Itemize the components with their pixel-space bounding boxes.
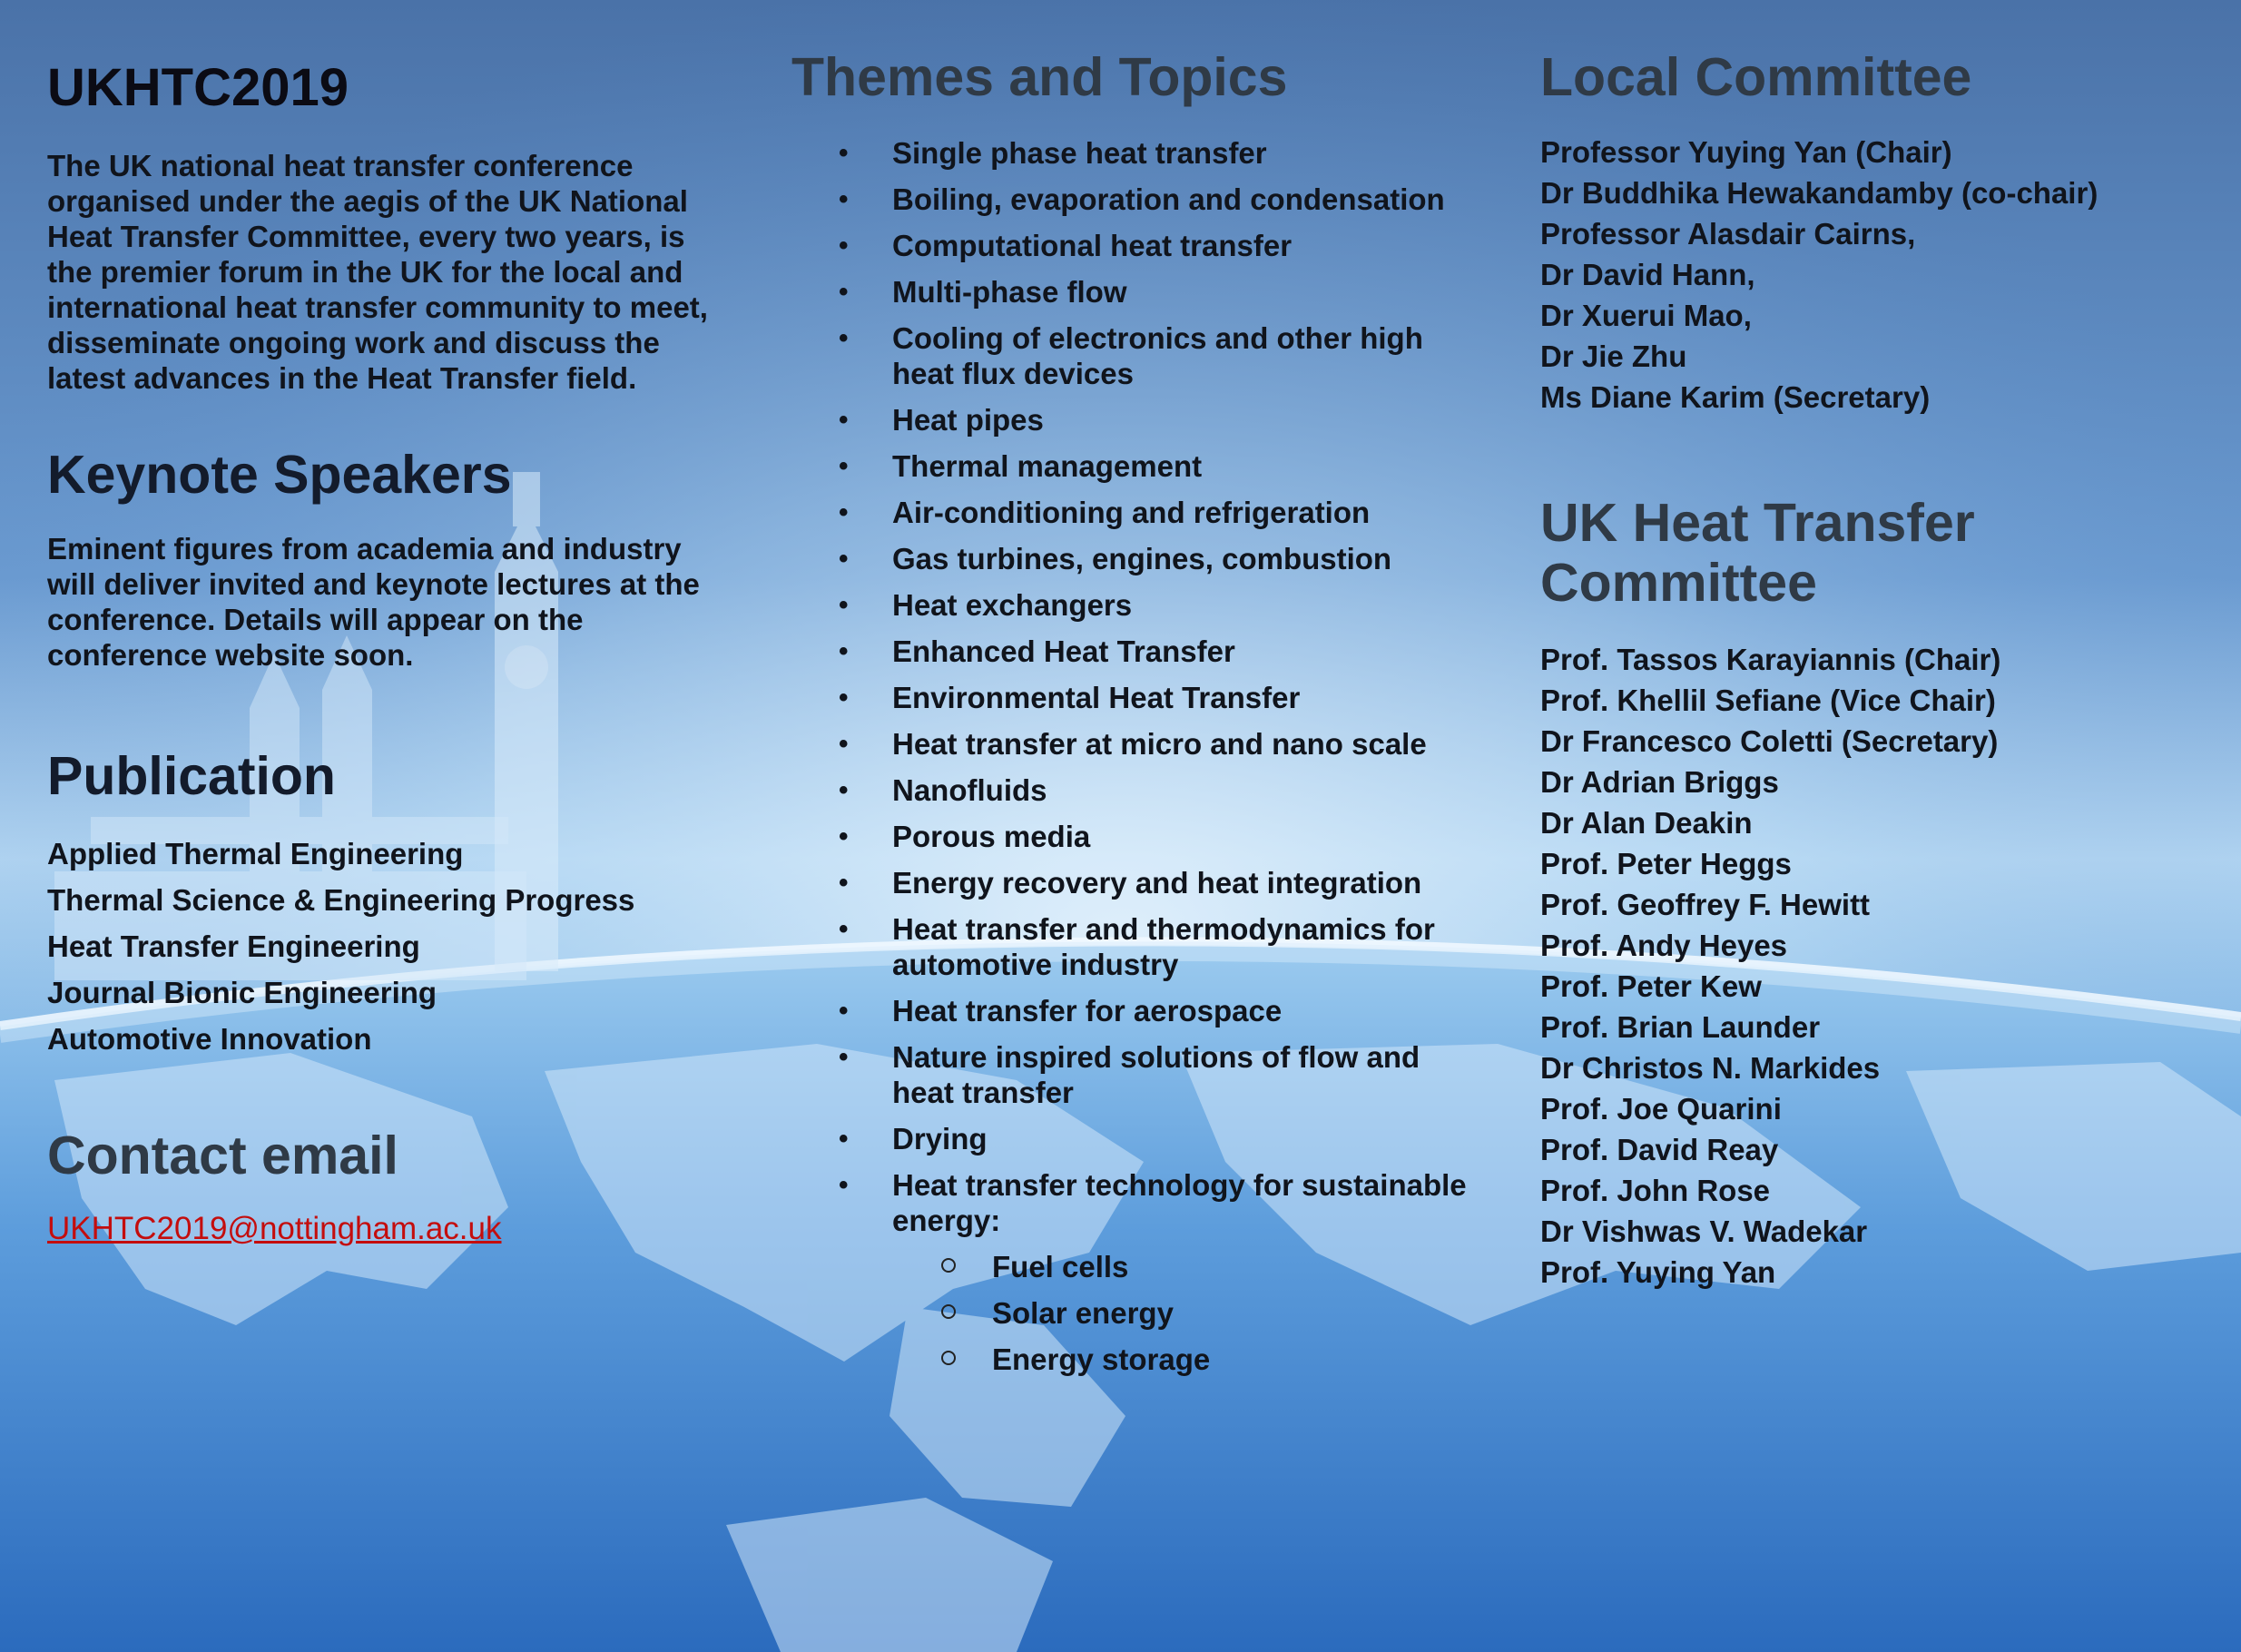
themes-heading: Themes and Topics (791, 47, 1288, 107)
bullet-icon: • (839, 277, 849, 307)
bullet-icon: • (839, 138, 849, 168)
ukhtc-heading: UK Heat Transfer Committee (1540, 493, 1975, 613)
list-item: • Cooling of electronics and other high heat flux devices (839, 321, 1423, 390)
sub-list-item: Solar energy (791, 1295, 1481, 1331)
bullet-icon: • (839, 1042, 849, 1072)
publication-heading: Publication (47, 746, 336, 806)
bullet-icon: • (839, 184, 849, 214)
list-item: Dr Vishwas V. Wadekar (1540, 1214, 1868, 1248)
local-committee-heading: Local Committee (1540, 47, 1972, 107)
list-item: • Computational heat transfer (839, 229, 1293, 262)
list-item: Prof. Brian Launder (1540, 1010, 1821, 1044)
list-item: Prof. Andy Heyes (1540, 929, 1788, 962)
bullet-icon: • (839, 590, 849, 620)
bullet-icon: • (839, 683, 849, 713)
list-item: Professor Yuying Yan (Chair) (1540, 135, 1952, 169)
sub-list-item: Energy storage (791, 1342, 1481, 1377)
topics-list (791, 135, 1481, 1388)
list-item: Dr Francesco Coletti (Secretary) (1540, 724, 1999, 758)
list-item: Dr Christos N. Markides (1540, 1051, 1881, 1085)
contact-email-link[interactable]: UKHTC2019@nottingham.ac.uk (47, 1211, 502, 1246)
list-item: Applied Thermal Engineering (47, 837, 464, 870)
list-item: Dr Buddhika Hewakandamby (co-chair) (1540, 176, 2098, 210)
list-item: Journal Bionic Engineering (47, 976, 437, 1009)
contact-heading: Contact email (47, 1126, 398, 1185)
bullet-icon: • (839, 636, 849, 666)
bullet-icon: • (839, 996, 849, 1026)
list-item: Prof. Peter Kew (1540, 969, 1762, 1003)
list-item: • Boiling, evaporation and condensation (839, 182, 1445, 216)
list-item: Ms Diane Karim (Secretary) (1540, 380, 1931, 414)
bullet-icon: • (839, 1124, 849, 1154)
bullet-icon: • (839, 405, 849, 435)
bullet-icon: • (839, 821, 849, 851)
list-item: Prof. Yuying Yan (1540, 1255, 1776, 1289)
list-item: • Porous media (839, 820, 1091, 853)
list-item: • Enhanced Heat Transfer (839, 634, 1235, 668)
list-item: • Heat transfer at micro and nano scale (839, 727, 1427, 761)
list-item: Dr Xuerui Mao, (1540, 299, 1752, 332)
list-item: • Gas turbines, engines, combustion (839, 542, 1392, 575)
list-item: Prof. John Rose (1540, 1174, 1771, 1207)
list-item: Dr Adrian Briggs (1540, 765, 1779, 799)
list-item: Automotive Innovation (47, 1022, 372, 1056)
circle-bullet-icon (941, 1258, 956, 1273)
list-item: Thermal Science & Engineering Progress (47, 883, 635, 917)
list-item: • Multi-phase flow (839, 275, 1127, 309)
local-committee-list (1540, 132, 2212, 418)
ukhtc-member-list (1540, 639, 2212, 1293)
bullet-icon: • (839, 868, 849, 898)
list-item: • Heat exchangers (839, 588, 1133, 622)
sub-list-item: Fuel cells (791, 1249, 1481, 1284)
intro-text: The UK national heat transfer conference organised under the aegis of the UK National Heat Transfer Committee, every two years, is the premier forum in the UK for the local and international heat transfer community to meet, disseminate ongoing work and discuss the latest advances in the Heat Transfer field. (47, 149, 708, 395)
keynote-heading: Keynote Speakers (47, 445, 512, 505)
circle-bullet-icon (941, 1304, 956, 1319)
bullet-icon: • (839, 775, 849, 805)
keynote-text: Eminent figures from academia and industry will deliver invited and keynote lectures at the conference. Details will appear on the conference website soon. (47, 532, 700, 672)
list-item: Heat Transfer Engineering (47, 929, 420, 963)
list-item: • Heat pipes (839, 403, 1044, 437)
bullet-icon: • (839, 544, 849, 574)
bullet-icon: • (839, 231, 849, 261)
bullet-icon: • (839, 914, 849, 944)
list-item: • Thermal management (839, 449, 1203, 483)
list-item: Prof. Peter Heggs (1540, 847, 1792, 880)
list-item: • Single phase heat transfer (839, 136, 1267, 170)
list-item: Dr Jie Zhu (1540, 339, 1687, 373)
list-item: • Drying (839, 1122, 988, 1155)
bullet-icon: • (839, 451, 849, 481)
list-item: • Heat transfer technology for sustainable energy: (839, 1168, 1467, 1237)
bullet-icon: • (839, 1170, 849, 1200)
list-item: Prof. Geoffrey F. Hewitt (1540, 888, 1871, 921)
bullet-icon: • (839, 323, 849, 353)
list-item: • Energy recovery and heat integration (839, 866, 1422, 900)
list-item: • Heat transfer for aerospace (839, 994, 1283, 1028)
bullet-icon: • (839, 497, 849, 527)
conference-title: UKHTC2019 (47, 58, 349, 117)
list-item: Prof. David Reay (1540, 1133, 1779, 1166)
list-item: • Nature inspired solutions of flow and heat transfer (839, 1040, 1420, 1109)
list-item: Prof. Khellil Sefiane (Vice Chair) (1540, 683, 1996, 717)
list-item: Dr David Hann, (1540, 258, 1755, 291)
list-item: Prof. Joe Quarini (1540, 1092, 1782, 1126)
list-item: Prof. Tassos Karayiannis (Chair) (1540, 643, 2001, 676)
circle-bullet-icon (941, 1351, 956, 1365)
list-item: • Air-conditioning and refrigeration (839, 496, 1371, 529)
bullet-icon: • (839, 729, 849, 759)
list-item: Professor Alasdair Cairns, (1540, 217, 1916, 251)
publication-list (47, 831, 737, 1062)
list-item: Dr Alan Deakin (1540, 806, 1753, 840)
list-item: • Heat transfer and thermodynamics for automotive industry (839, 912, 1435, 981)
list-item: • Environmental Heat Transfer (839, 681, 1301, 714)
list-item: • Nanofluids (839, 773, 1047, 807)
